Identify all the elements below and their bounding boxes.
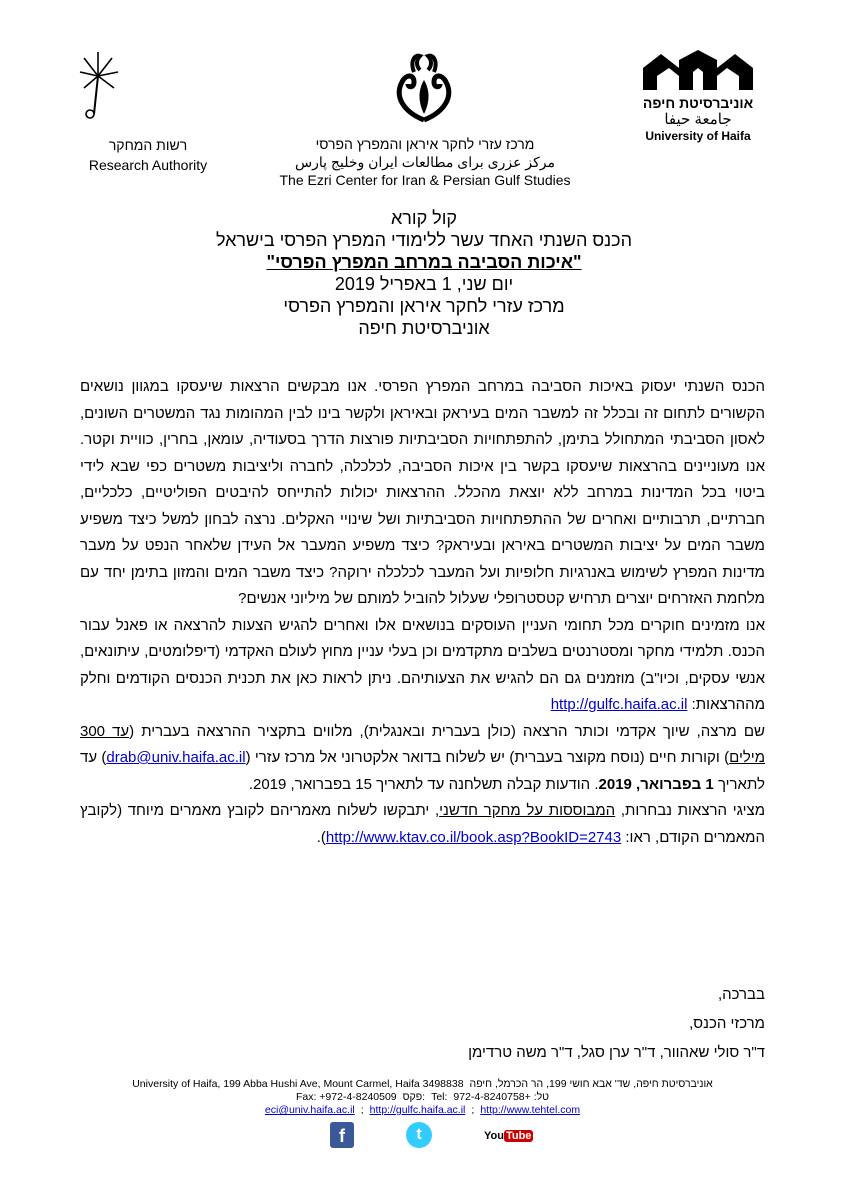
footer-address-en: University of Haifa, 199 Abba Hushi Ave, Mount Carmel, Haifa 3498838 bbox=[132, 1078, 464, 1090]
conference-theme: "איכות הסביבה במרחב המפרץ הפרסי" bbox=[266, 252, 582, 272]
footer-site-link[interactable]: http://gulfc.haifa.ac.il bbox=[369, 1104, 466, 1116]
footer-tel-he: טל: +972-4-8240758 bbox=[453, 1091, 550, 1103]
publication-text-b: , יתבקשו לשלוח מאמריהם לקובץ מאמרים מיוחד (לקובץ המאמרים הקודם, ראו: bbox=[80, 802, 765, 846]
haifa-logo-hebrew: אוניברסיטת חיפה bbox=[642, 95, 754, 111]
ezri-center-hebrew: מרכז עזרי לחקר איראן והמפרץ הפרסי bbox=[315, 136, 535, 152]
paragraph-topics: הכנס השנתי יעסוק באיכות הסביבה במרחב המפרץ הפרסי. אנו מבקשים הרצאות שיעסקו במגוון נושאים הקשורים לתחום זה ובכלל זה למשבר המים בעיראק ובאיראן ולקשר בינו לבין המהומות נגד המשטרים השונים, לאסון הסביבתי המתחולל בתימן, להתפתחויות הסביבתיות פורצות הדרך בסעודיה, עומאן, בחרין, כוויית וקטר. אנו מעוניינים בהרצאות שיעסקו בקשר בין איכות הסביבה, לכלכלה, לחברה וליציבות משטרים כפי שבא לידי ביטוי בכל המדינות במרחב ללא יוצאת מהכלל. ההרצאות יכולות להתייחס להיבטים הפוליטיים, כלכליים, חברתיים, תרבותיים ואחרים של ההתפתחויות הסביבתיות ושל שינויי האקלים. נרצה לבחון למשל כיצד משפיע משבר המים על יציבות המשטרים באיראן ובעיראק? כיצד משפיע המעבר אל העידן שלאחר הנפט על מעבר מדינות המפרץ לשימוש באנרגיות חלופיות ועל המעבר לכלכלה ירוקה? כיצד משבר המים והמזון בתימן יחד עם מלחמת האזרחים יוצרים תרחיש קטסטרופלי שעלול להוביל למותם של מיליוני אנשים? bbox=[80, 378, 765, 607]
footer-address-row bbox=[80, 1078, 765, 1091]
conference-date: יום שני, 1 באפריל 2019 bbox=[334, 274, 514, 294]
innovative-research: המבוססות על מחקר חדשני bbox=[439, 802, 616, 819]
research-authority-english: Research Authority bbox=[88, 157, 208, 173]
signature-block bbox=[80, 980, 765, 1067]
organizers-names: ד"ר סולי שאהוור, ד"ר ערן סגל, ד"ר משה טרדימן bbox=[468, 1044, 765, 1061]
paragraph-publication bbox=[80, 798, 765, 851]
footer bbox=[80, 1078, 765, 1117]
paragraph-invitation bbox=[80, 613, 765, 719]
footer-phone-row bbox=[80, 1091, 765, 1104]
organizers-label: מרכזי הכנס, bbox=[689, 1015, 765, 1032]
submission-text-d: . הודעות קבלה תשלחנה עד לתאריך 15 בפברואר, 2019. bbox=[248, 775, 599, 793]
publication-text-a: מציגי הרצאות נבחרות, bbox=[620, 802, 766, 819]
submission-text-c: ) עד לתאריך bbox=[80, 749, 765, 793]
youtube-icon[interactable] bbox=[484, 1126, 532, 1146]
research-authority-logo-icon bbox=[78, 48, 120, 120]
twitter-icon[interactable]: t bbox=[406, 1122, 432, 1148]
footer-links-row: eci@univ.haifa.ac.il ; http://gulfc.haifa.ac.il ; http://www.tehtel.com bbox=[264, 1104, 581, 1116]
greeting: בברכה, bbox=[717, 986, 765, 1003]
ezri-center-persian: مرکز عزری برای مطالعات ایران وخلیج پارس bbox=[295, 154, 555, 170]
call-for-papers-heading: קול קורא bbox=[390, 208, 458, 228]
invitation-text: אנו מזמינים חוקרים מכל תחומי העניין העוסקים בנושאים אלו ואחרים להגיש הצעות להרצאה או פאנל עבור הכנס. תלמידי מחקר ומסטרנטים בשלבים מתקדמים וכן בעלי עניין מחוץ לעולם האקדמי (דיפלומטים, עיתונאים, אנשי עסקים, וכיו"ב) מוזמנים גם הם להגיש את הצעותיהם. ניתן לראות כאן את תכנית הכנסים הקודמים וחלק מההרצאות: bbox=[80, 616, 765, 713]
conference-website-link[interactable]: http://gulfc.haifa.ac.il bbox=[550, 696, 688, 713]
haifa-logo-icon bbox=[643, 50, 753, 90]
title-block bbox=[150, 207, 698, 339]
submission-deadline: 1 בפברואר, 2019 bbox=[598, 775, 714, 793]
facebook-icon[interactable]: f bbox=[330, 1122, 354, 1148]
submission-email-link[interactable]: drab@univ.haifa.ac.il bbox=[106, 749, 246, 766]
ezri-center-label bbox=[250, 135, 600, 189]
paragraph-submission bbox=[80, 719, 765, 799]
haifa-logo-english: University of Haifa bbox=[645, 129, 751, 143]
ezri-center-logo-icon bbox=[384, 52, 464, 122]
youtube-you: You bbox=[484, 1130, 504, 1142]
footer-email-link[interactable]: eci@univ.haifa.ac.il bbox=[264, 1104, 355, 1116]
research-authority-hebrew: רשות המחקר bbox=[108, 137, 188, 153]
conference-host: מרכז עזרי לחקר איראן והמפרץ הפרסי bbox=[283, 296, 565, 316]
footer-tel-en: Tel: bbox=[431, 1091, 448, 1103]
footer-address-he: אוניברסיטת חיפה, שד' אבא חושי 199, הר הכרמל, חיפה bbox=[469, 1078, 713, 1090]
footer-fax: Fax: +972-4-8240509 bbox=[295, 1091, 397, 1103]
conference-university: אוניברסיטת חיפה bbox=[358, 318, 490, 338]
university-of-haifa-logo bbox=[638, 50, 758, 144]
body-text bbox=[80, 374, 765, 851]
haifa-logo-arabic: جامعة حيفا bbox=[664, 111, 732, 128]
publication-text-c: ). bbox=[316, 828, 326, 846]
submission-text-b: ) וקורות חיים (נוסח מקוצר בעברית) יש לשלוח בדואר אלקטרוני אל מרכז עזרי ( bbox=[245, 749, 730, 766]
conference-name: הכנס השנתי האחד עשר ללימודי המפרץ הפרסי בישראל bbox=[215, 230, 633, 250]
previous-volume-link[interactable]: http://www.ktav.co.il/book.asp?BookID=2743 bbox=[325, 828, 622, 846]
footer-tehtel-link[interactable]: http://www.tehtel.com bbox=[480, 1104, 581, 1116]
research-authority-label bbox=[78, 135, 218, 175]
submission-text-a: שם מרצה, שיוך אקדמי וכותר הרצאה (כולן בעברית ובאנגלית), מלווים בתקציר ההרצאה בעברית ( bbox=[129, 722, 765, 740]
footer-fax-he: פקס: bbox=[402, 1091, 426, 1103]
ezri-center-english: The Ezri Center for Iran & Persian Gulf Studies bbox=[279, 172, 571, 188]
youtube-tube: Tube bbox=[505, 1130, 532, 1142]
word-limit: עד 300 מילים bbox=[80, 722, 765, 766]
